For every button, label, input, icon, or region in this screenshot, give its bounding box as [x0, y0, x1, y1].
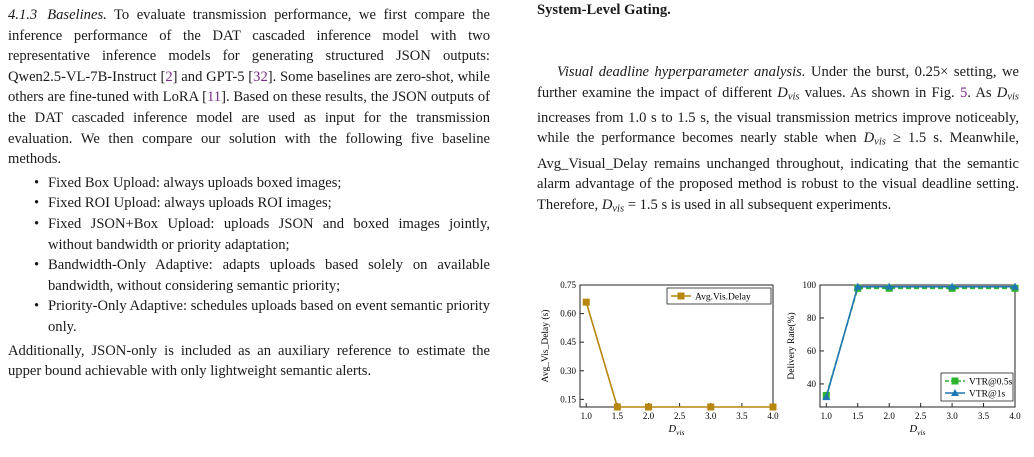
- y-tick-label: 80: [807, 312, 816, 323]
- y-axis-label: Delivery Rate(%): [787, 312, 797, 380]
- x-ticks: [821, 403, 1021, 421]
- section-heading: System-Level Gating.: [537, 2, 671, 18]
- x-tick-label: 1.5: [611, 411, 623, 421]
- series-group: [583, 299, 777, 411]
- x-tick-label: 3.5: [736, 411, 748, 421]
- list-item: • Fixed JSON+Box Upload: uploads JSON and boxed images jointly, without bandwidth or priority adaptation;: [34, 214, 490, 255]
- left-column: [8, 5, 490, 382]
- x-tick-label: 1.0: [580, 411, 592, 421]
- hyperparameter-paragraph: [537, 62, 1019, 220]
- y-ticks: [803, 280, 825, 389]
- y-axis-label: Avg_Vis_Delay (s): [541, 309, 551, 383]
- y-tick-label: 100: [802, 280, 816, 290]
- x-axis-label: [668, 424, 685, 437]
- x-tick-label: 4.0: [767, 411, 779, 421]
- section-title: Baselines.: [47, 7, 107, 23]
- x-tick-label: 2.0: [883, 411, 895, 421]
- data-point: [614, 404, 621, 411]
- list-item: • Bandwidth-Only Adaptive: adapts uploads based solely on available bandwidth, without considering semantic priority;: [34, 255, 490, 296]
- x-ticks: [581, 403, 780, 421]
- paragraph-title: Visual deadline hyperparameter analysis.: [557, 64, 806, 80]
- y-tick-label: 0.75: [560, 280, 576, 290]
- x-tick-label: 3.5: [977, 411, 990, 421]
- y-tick-label: 0.45: [560, 337, 576, 348]
- list-item: • Priority-Only Adaptive: schedules uploads based on event semantic priority only.: [34, 296, 490, 337]
- x-tick-label: 2.5: [915, 411, 927, 421]
- legend: [667, 288, 771, 304]
- y-tick-label: 40: [807, 378, 816, 389]
- legend-marker: [952, 378, 959, 385]
- y-tick-label: 0.30: [560, 365, 576, 376]
- x-tick-label: 2.0: [642, 411, 655, 421]
- data-point: [770, 404, 777, 411]
- baseline-list: [8, 173, 490, 338]
- legend-label: Avg.Vis.Delay: [695, 292, 751, 303]
- x-tick-label: 3.0: [705, 411, 717, 421]
- legend-label: VTR@0.5s: [969, 377, 1013, 388]
- list-item: • Fixed Box Upload: always uploads boxed images;: [34, 173, 490, 194]
- chart-avg-vis-delay: [535, 278, 785, 448]
- series-line: [586, 302, 773, 407]
- x-axis-label: [909, 424, 926, 437]
- legend-marker: [678, 293, 685, 300]
- right-column: [537, 0, 1019, 220]
- data-point: [645, 404, 652, 411]
- x-axis-title: $D_{vis}$: [668, 424, 685, 437]
- data-point: [583, 299, 590, 306]
- y-tick-label: 60: [807, 345, 816, 356]
- y-tick-label: 0.15: [560, 394, 576, 405]
- x-tick-label: 1.0: [820, 411, 832, 421]
- chart-delivery-rate: [785, 278, 1025, 448]
- legend: [941, 373, 1013, 401]
- x-tick-label: 4.0: [1009, 411, 1021, 421]
- paragraph-body: Under the burst, 0.25× setting, we further examine the impact of different $D_{vis}$ values. As shown in Fig. 5. As $D_{vis}$ increases from 1.0 s to 1.5 s, the visual transmission metrics improve noticeably, while the performance becomes nearly stable when $D_{vis} \ge 1.5$ s. Meanwhile, Avg_Visual_Delay remains unchanged throughout, indicating that the semantic alarm advantage of the proposed method is robust to the visual deadline setting. Therefore, $D_{vis} = 1.5$ s is used in all subsequent experiments.: [537, 64, 1020, 215]
- legend-label: VTR@1s: [969, 389, 1006, 400]
- x-tick-label: 1.5: [852, 411, 864, 421]
- y-tick-label: 0.60: [560, 308, 576, 319]
- x-tick-label: 2.5: [673, 411, 686, 421]
- json-only-paragraph: Additionally, JSON-only is included as an auxiliary reference to estimate the upper bound achievable with only lightweight semantic alerts.: [8, 342, 490, 380]
- section-number: 4.1.3: [8, 7, 38, 23]
- baselines-paragraph: [8, 5, 490, 170]
- list-item: • Fixed ROI Upload: always uploads ROI images;: [34, 193, 490, 214]
- x-tick-label: 3.0: [946, 411, 958, 421]
- baselines-body: To evaluate transmission performance, we first compare the inference performance of the DAT cascaded inference model with two representative inference models for generating structured JSON outputs: Qwen2.5-VL-7B-Instruct [2] and GPT-5 [32]. Some baselines are zero-shot, while others are fine-tuned with LoRA [11]. Based on these results, the JSON outputs of the DAT cascaded inference model are used as input for the transmission evaluation. We then compare our solution with the following five baseline methods.: [8, 7, 491, 168]
- data-point: [707, 404, 714, 411]
- x-axis-title: $D_{vis}$: [909, 424, 926, 437]
